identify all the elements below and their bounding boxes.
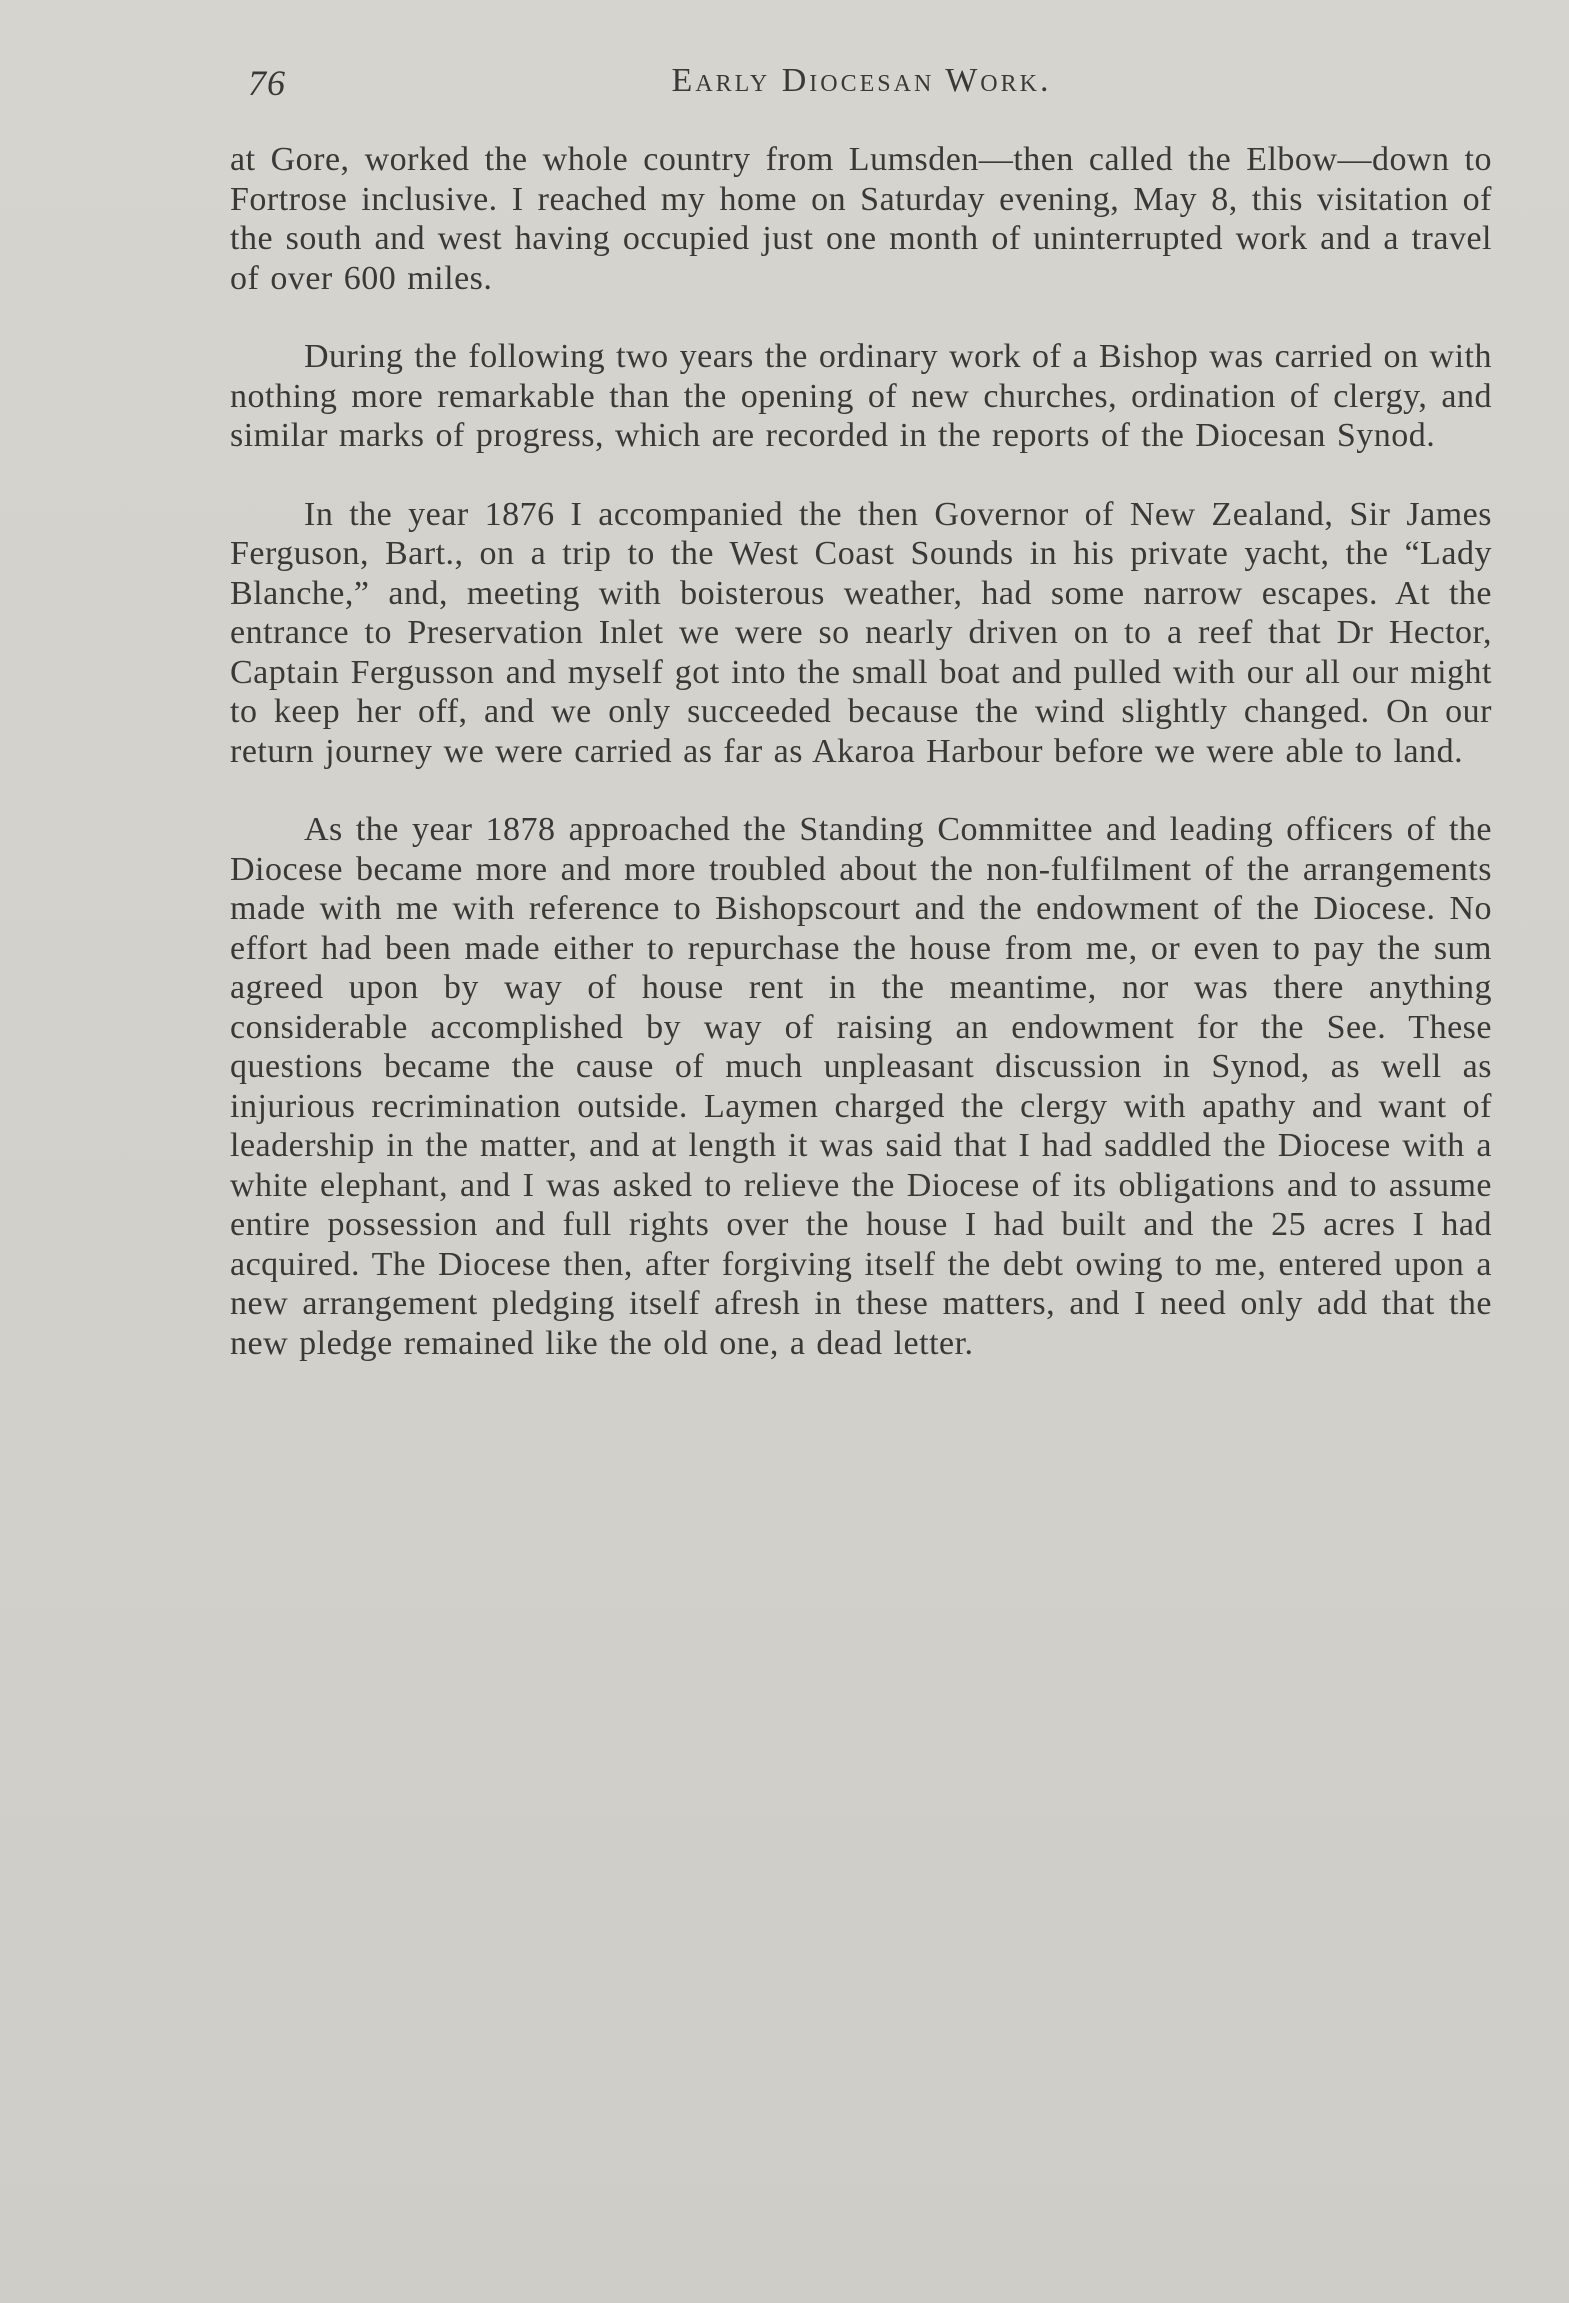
page-number: 76 — [248, 63, 286, 103]
body-text — [230, 140, 1492, 1402]
paragraph-west-coast-trip: In the year 1876 I accompanied the then Governor of New Zealand, Sir James Ferguson, Bart., on a trip to the West Coast Sounds in his private yacht, the “Lady Blanche,” and, meeting with boisterous weather, had some narrow escapes. At the entrance to Preservation Inlet we were so nearly driven on to a reef that Dr Hector, Captain Fergusson and myself got into the small boat and pulled with our all our might to keep her off, and we only succeeded because the wind slightly changed. On our return journey we were carried as far as Akaroa Harbour before we were able to land. — [230, 495, 1492, 770]
running-title: Early Diocesan Work. — [671, 62, 1052, 99]
running-head — [230, 62, 1493, 112]
paragraph-ordinary-work: During the following two years the ordinary work of a Bishop was carried on with nothing more remarkable than the opening of new churches, ordination of clergy, and similar marks of progress, which are recorded in the reports of the Diocesan Synod. — [230, 338, 1492, 454]
paragraph-continuation: at Gore, worked the whole country from Lumsden—then called the Elbow—down to Fortrose inclusive. I reached my home on Saturday evening, May 8, this visitation of the south and west having occupied just one month of uninterrupted work and a travel of over 600 miles. — [230, 141, 1492, 297]
paragraph-bishopscourt: As the year 1878 approached the Standing Committee and leading officers of the Diocese became more and more troubled about the non-fulfilment of the arrangements made with me with reference to Bishopscourt and the endowment of the Diocese. No effort had been made either to repurchase the house from me, or even to pay the sum agreed upon by way of house rent in the meantime, nor was there anything considerable accomplished by way of raising an endowment for the See. These questions became the cause of much unpleasant discussion in Synod, as well as injurious recrimination outside. Laymen charged the clergy with apathy and want of leadership in the matter, and at length it was said that I had saddled the Diocese with a white elephant, and I was asked to relieve the Diocese of its obligations and to assume entire possession and full rights over the house I had built and the 25 acres I had acquired. The Diocese then, after forgiving itself the debt owing to me, entered upon a new arrangement pledging itself afresh in these matters, and I need only add that the new pledge remained like the old one, a dead letter. — [230, 811, 1492, 1362]
